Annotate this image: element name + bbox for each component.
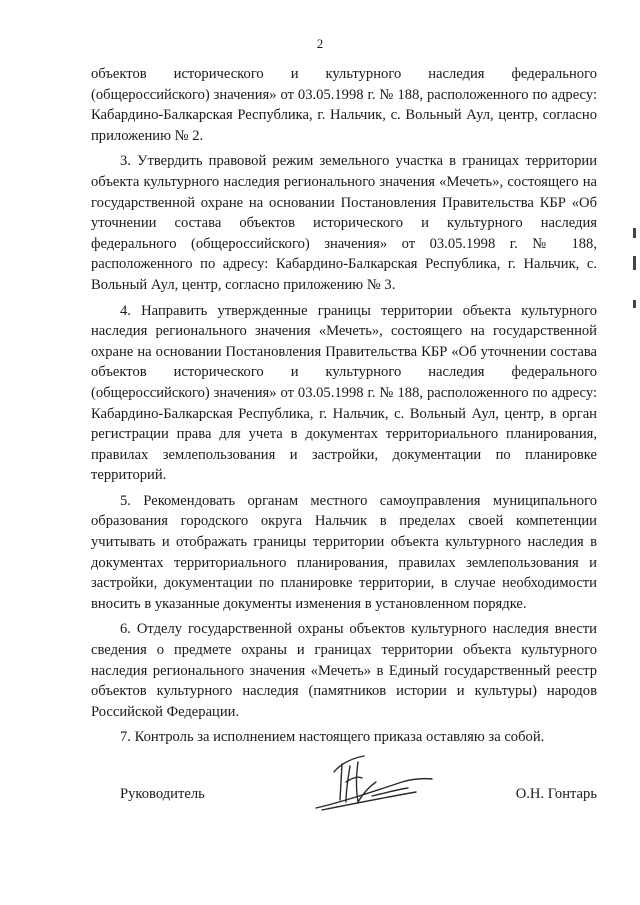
- paragraph-item-7: 7. Контроль за исполнением настоящего приказа оставляю за собой.: [120, 729, 545, 746]
- scan-edge-mark: [633, 256, 636, 270]
- page-number: 2: [316, 36, 324, 51]
- paragraph-item-3: 3. Утвердить правовой режим земельного участка в границах территории объекта культурного наследия регионального значения «Мечеть», состоящего на государственной охране на основании Постановления Правительства КБР «Об уточнении состава объектов исторического и культурного наследия федерального (общероссийского) значения» от 03.05.1998 г. № 188, расположенного по адресу: Кабардино-Балкарская Республика, г. Нальчик, с. Вольный Аул, центр, согласно приложению № 3.: [91, 153, 597, 293]
- paragraph-item-5: 5. Рекомендовать органам местного самоуправления муниципального образования городского округа Нальчик в пределах своей компетенции учитывать и отображать границы территории объекта культурного наследия в документах территориального планирования, правилах землепользования и застройки, документации по планировке территории, в случае необходимости вносить в указанные документы изменения в установленном порядке.: [91, 492, 597, 612]
- document-body: [91, 64, 597, 748]
- paragraph-item-6: 6. Отделу государственной охраны объектов культурного наследия внести сведения о предмете охраны и границах территории объекта культурного наследия регионального значения «Мечеть» в Единый государственный реестр объектов культурного наследия (памятников истории и культуры) народов Российской Федерации.: [91, 621, 597, 720]
- scan-edge-mark: [633, 300, 636, 308]
- signatory-title: Руководитель: [120, 786, 205, 802]
- scan-edge-mark: [633, 228, 636, 238]
- paragraph-continuation: объектов исторического и культурного наследия федерального (общероссийского) значения» от 03.05.1998 г. № 188, расположенного по адресу: Кабардино-Балкарская Республика, г. Нальчик, с. Вольный Аул, центр, согласно приложению № 2.: [91, 66, 597, 144]
- signatory-name: О.Н. Гонтарь: [515, 786, 597, 802]
- paragraph-item-4: 4. Направить утвержденные границы территории объекта культурного наследия регионального значения «Мечеть», состоящего на государственной охране на основании Постановления Правительства КБР «Об уточнении состава объектов исторического и культурного наследия федерального (общероссийского) значения» от 03.05.1998 г. № 188, расположенного по адресу: Кабардино-Балкарская Республика, г. Нальчик, с. Вольный Аул, центр, в орган регистрации права для учета в документах территориального планирования, правилах землепользования и застройки, документации по планировке территорий.: [91, 302, 597, 484]
- handwritten-signature: [312, 752, 442, 816]
